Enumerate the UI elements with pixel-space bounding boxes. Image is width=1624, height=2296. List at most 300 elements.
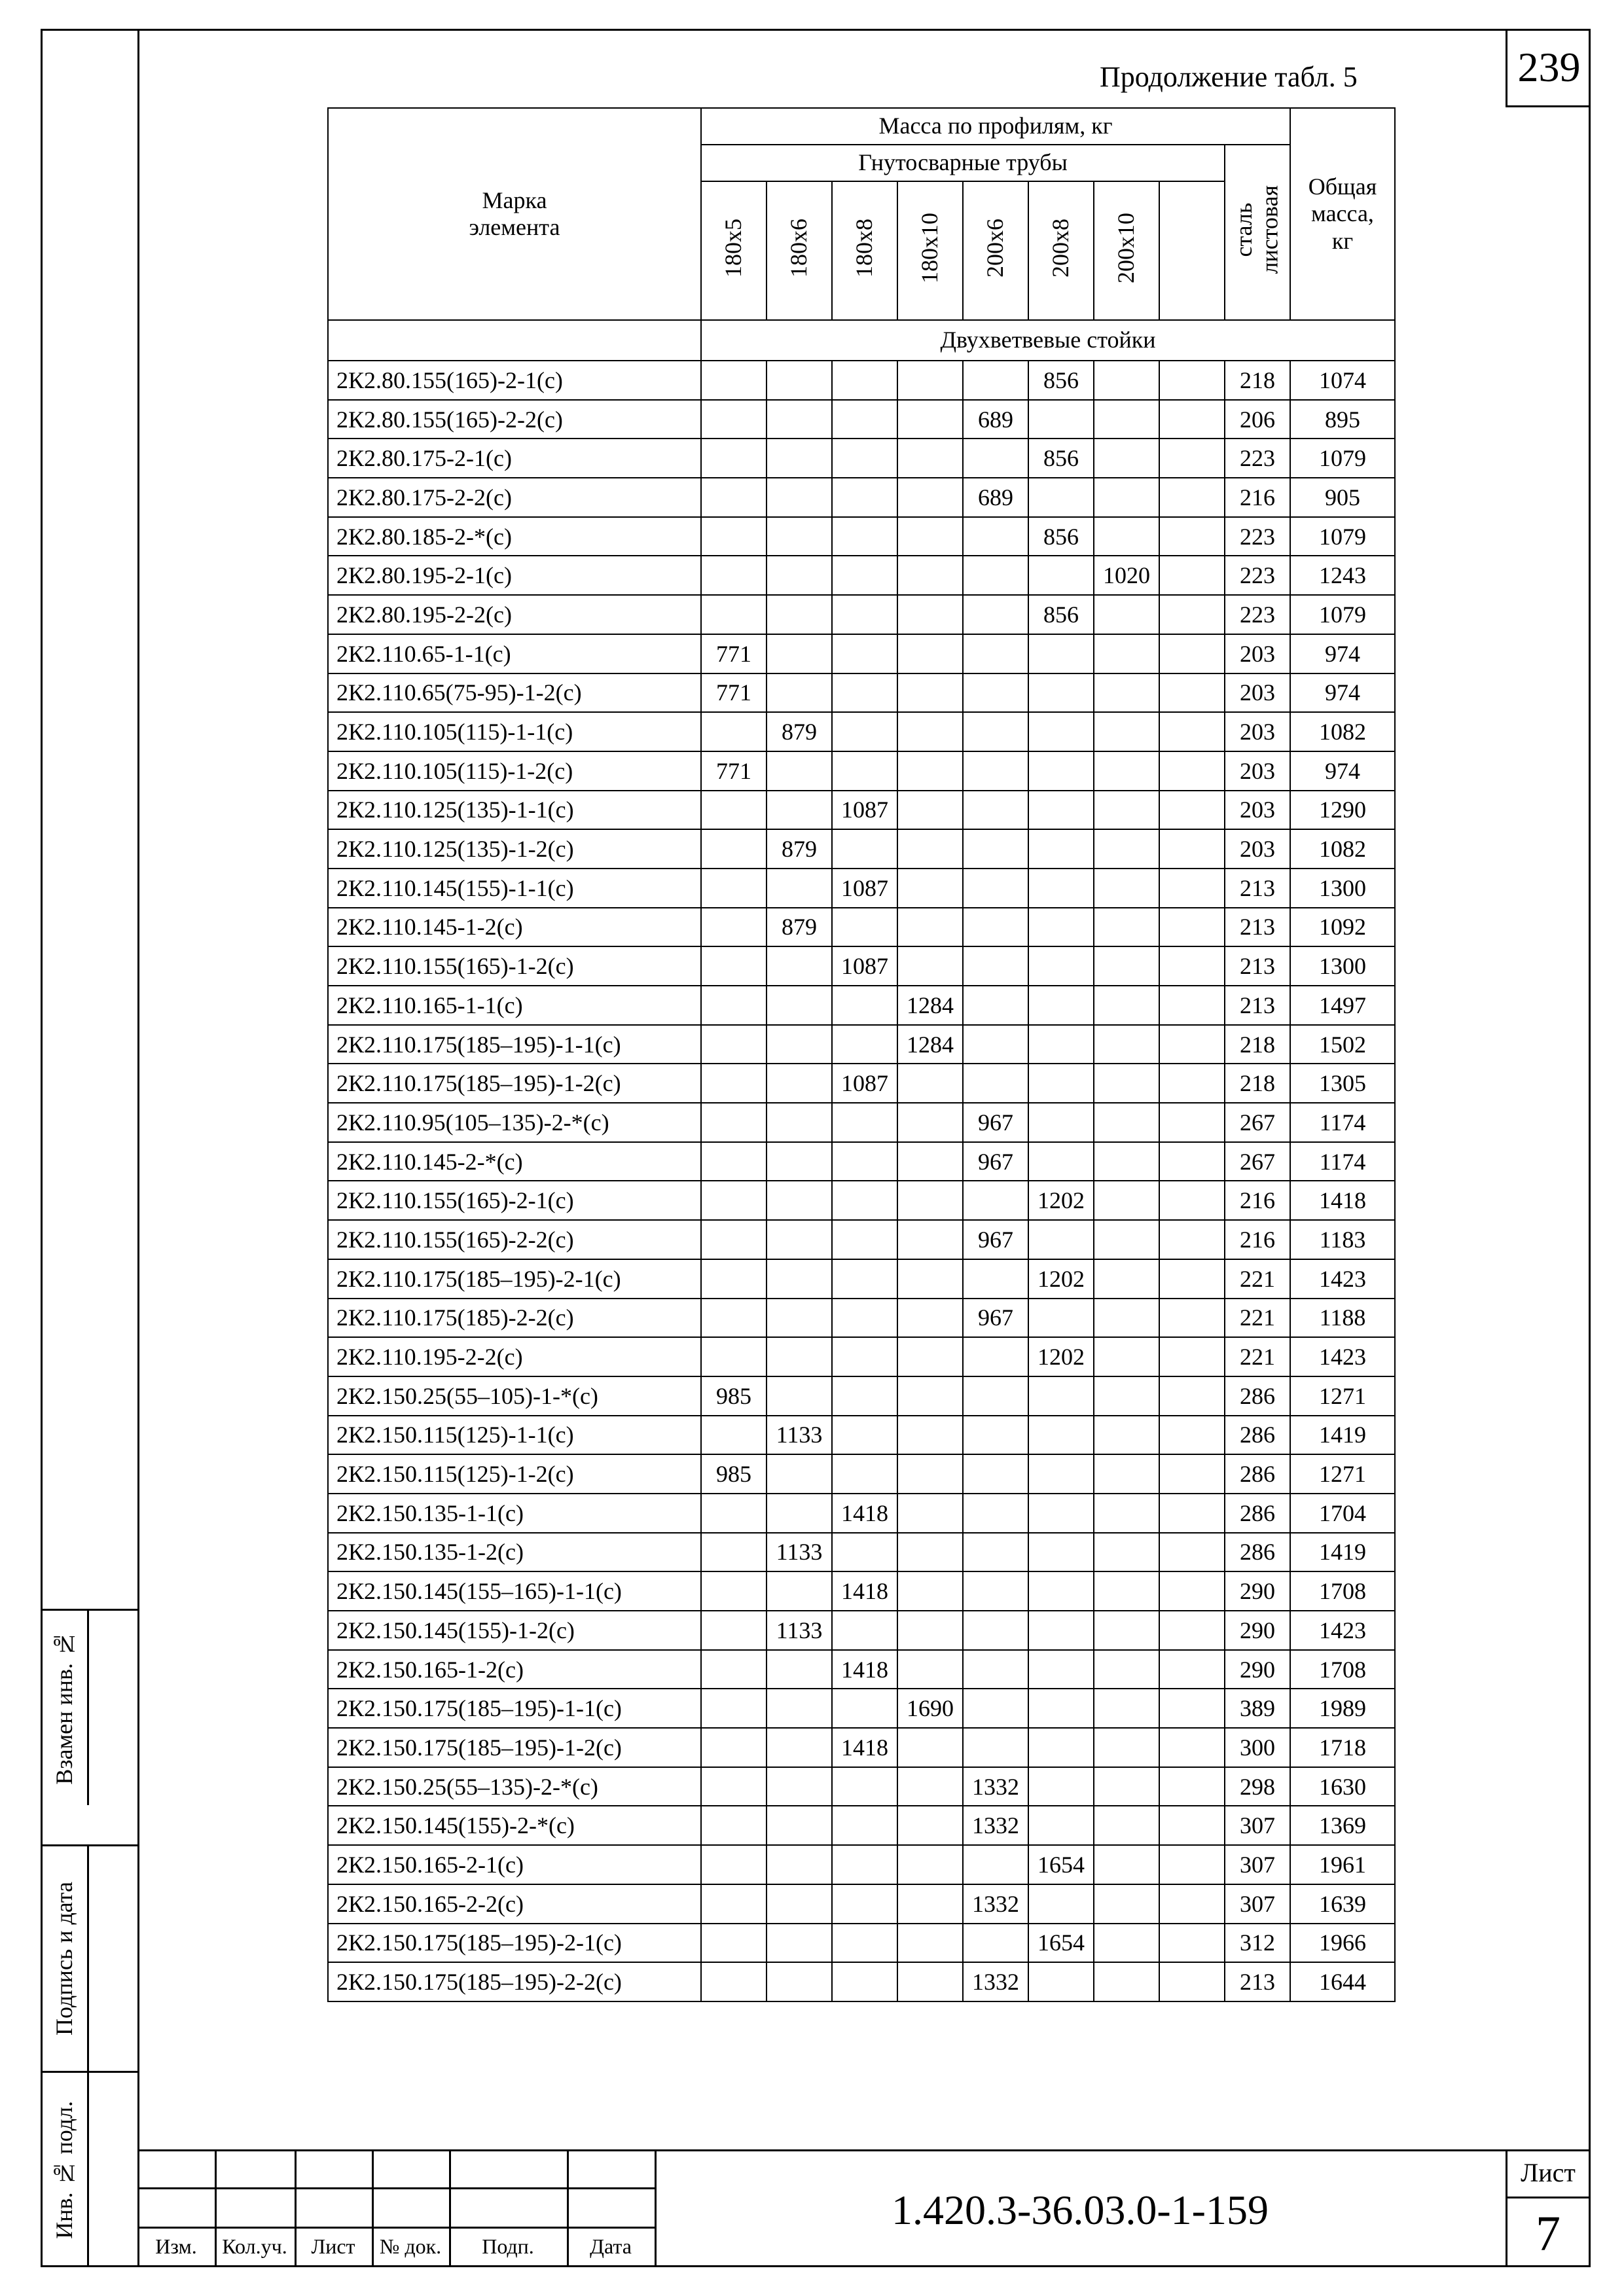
profile-mass-cell: [1159, 1611, 1225, 1650]
profile-mass-cell: [832, 361, 897, 400]
sheet-steel-mass: 221: [1225, 1337, 1290, 1376]
profile-mass-cell: [832, 1845, 897, 1884]
profile-mass-cell: [1028, 400, 1094, 439]
profile-mass-cell: [701, 1884, 767, 1924]
profile-mass-cell: [897, 1611, 963, 1650]
profile-mass-cell: [897, 1533, 963, 1572]
profile-mass-cell: [963, 1924, 1028, 1963]
profile-mass-cell: [1094, 1416, 1159, 1455]
profile-mass-cell: [897, 1454, 963, 1494]
element-mark: 2К2.150.115(125)-1-1(с): [328, 1416, 701, 1455]
table-row: [328, 556, 1395, 595]
profile-mass-cell: [1159, 1142, 1225, 1181]
profile-mass-cell: [832, 1299, 897, 1338]
profile-mass-cell: [701, 986, 767, 1025]
profile-mass-cell: [1028, 1767, 1094, 1806]
profile-mass-cell: [701, 908, 767, 947]
table-row: [328, 400, 1395, 439]
profile-mass-cell: [1159, 1689, 1225, 1728]
element-mark: 2К2.80.155(165)-2-2(с): [328, 400, 701, 439]
profile-mass-cell: [897, 595, 963, 634]
profile-mass-cell: [767, 478, 832, 517]
profile-mass-cell: [897, 1924, 963, 1963]
profile-mass-cell: [897, 1650, 963, 1689]
profile-mass-cell: [897, 1376, 963, 1416]
element-mark: 2К2.150.145(155)-1-2(с): [328, 1611, 701, 1650]
profile-mass-cell: [1094, 712, 1159, 751]
profile-mass-cell: [1094, 1299, 1159, 1338]
element-mark: 2К2.110.155(165)-1-2(с): [328, 946, 701, 986]
total-mass: 1300: [1290, 946, 1395, 986]
profile-mass-cell: [701, 1494, 767, 1533]
title-block-col-label: Подп.: [482, 2234, 534, 2258]
profile-mass-cell: [1028, 478, 1094, 517]
profile-mass-cell: [1159, 908, 1225, 947]
element-mark: 2К2.110.105(115)-1-1(с): [328, 712, 701, 751]
total-mass: 1290: [1290, 791, 1395, 830]
header-profile-3: [897, 181, 963, 320]
table-row: [328, 1884, 1395, 1924]
table-row: [328, 908, 1395, 947]
table-row: [328, 595, 1395, 634]
mass-table: [327, 107, 1396, 2002]
profile-mass-cell: [963, 829, 1028, 869]
table-row: [328, 1142, 1395, 1181]
profile-mass-cell: [897, 1845, 963, 1884]
table-row: [328, 1181, 1395, 1220]
table-row: [328, 634, 1395, 673]
element-mark: 2К2.150.135-1-1(с): [328, 1494, 701, 1533]
profile-mass-cell: [1159, 1181, 1225, 1220]
profile-mass-cell: [701, 1806, 767, 1845]
profile-mass-cell: [1159, 478, 1225, 517]
profile-mass-cell: [1028, 1650, 1094, 1689]
profile-mass-cell: [701, 1924, 767, 1963]
profile-mass-cell: 771: [701, 751, 767, 791]
sheet-steel-mass: 389: [1225, 1689, 1290, 1728]
element-mark: 2К2.150.135-1-2(с): [328, 1533, 701, 1572]
total-mass: 1718: [1290, 1728, 1395, 1767]
table-row: [328, 1767, 1395, 1806]
profile-mass-cell: [767, 1689, 832, 1728]
total-mass: 1708: [1290, 1571, 1395, 1611]
profile-mass-cell: [701, 829, 767, 869]
profile-mass-cell: [767, 673, 832, 713]
profile-mass-cell: 879: [767, 908, 832, 947]
element-mark: 2К2.150.175(185–195)-2-1(с): [328, 1924, 701, 1963]
profile-mass-cell: [963, 986, 1028, 1025]
profile-mass-cell: [1159, 1884, 1225, 1924]
profile-mass-cell: [897, 634, 963, 673]
element-mark: 2К2.150.175(185–195)-1-2(с): [328, 1728, 701, 1767]
total-mass: 1183: [1290, 1220, 1395, 1259]
profile-mass-cell: [963, 751, 1028, 791]
profile-mass-cell: [832, 595, 897, 634]
table-row: [328, 1376, 1395, 1416]
profile-mass-cell: [1028, 712, 1094, 751]
sheet-steel-mass: 286: [1225, 1494, 1290, 1533]
total-mass: 1497: [1290, 986, 1395, 1025]
replaced-inv-label: Взамен инв. №: [50, 1631, 77, 1785]
total-mass: 1423: [1290, 1337, 1395, 1376]
sheet-steel-mass: 312: [1225, 1924, 1290, 1963]
profile-mass-cell: [701, 1220, 767, 1259]
profile-mass-cell: 1418: [832, 1728, 897, 1767]
profile-mass-cell: [701, 517, 767, 556]
profile-mass-cell: [701, 1416, 767, 1455]
element-mark: 2К2.150.175(185–195)-2-2(с): [328, 1962, 701, 2001]
element-mark: 2К2.110.155(165)-2-1(с): [328, 1181, 701, 1220]
profile-mass-cell: [1028, 1611, 1094, 1650]
total-mass: 1502: [1290, 1025, 1395, 1064]
table-row: [328, 1571, 1395, 1611]
total-mass: 1082: [1290, 829, 1395, 869]
profile-mass-cell: [701, 1259, 767, 1299]
total-mass: 1188: [1290, 1299, 1395, 1338]
profile-mass-cell: 856: [1028, 517, 1094, 556]
profile-mass-cell: [897, 869, 963, 908]
sheet-steel-mass: 203: [1225, 829, 1290, 869]
profile-mass-cell: [1028, 1884, 1094, 1924]
profile-mass-cell: [701, 478, 767, 517]
profile-mass-cell: [1159, 829, 1225, 869]
profile-mass-cell: [767, 1376, 832, 1416]
profile-mass-cell: [767, 1845, 832, 1884]
element-mark: 2К2.110.175(185–195)-1-2(с): [328, 1064, 701, 1103]
element-mark: 2К2.110.65-1-1(с): [328, 634, 701, 673]
element-mark: 2К2.80.155(165)-2-1(с): [328, 361, 701, 400]
profile-mass-cell: [767, 1884, 832, 1924]
profile-mass-cell: [832, 1962, 897, 2001]
profile-mass-cell: [1028, 1962, 1094, 2001]
sheet-label: Лист: [1521, 2158, 1576, 2187]
element-mark: 2К2.110.125(135)-1-1(с): [328, 791, 701, 830]
profile-mass-cell: [832, 908, 897, 947]
sheet-steel-mass: 203: [1225, 634, 1290, 673]
profile-mass-cell: [897, 791, 963, 830]
profile-mass-cell: [767, 1337, 832, 1376]
sheet-steel-mass: 216: [1225, 478, 1290, 517]
profile-mass-cell: [963, 1845, 1028, 1884]
profile-mass-cell: [963, 946, 1028, 986]
profile-mass-cell: 1087: [832, 1064, 897, 1103]
sheet-steel-mass: 290: [1225, 1650, 1290, 1689]
profile-mass-cell: 1654: [1028, 1924, 1094, 1963]
header-profile-label: 200x6: [982, 218, 1009, 278]
profile-mass-cell: [701, 1962, 767, 2001]
element-mark: 2К2.150.115(125)-1-2(с): [328, 1454, 701, 1494]
profile-mass-cell: [832, 1454, 897, 1494]
element-mark: 2К2.150.25(55–135)-2-*(с): [328, 1767, 701, 1806]
profile-mass-cell: [1094, 1454, 1159, 1494]
profile-mass-cell: [701, 1181, 767, 1220]
element-mark: 2К2.110.165-1-1(с): [328, 986, 701, 1025]
profile-mass-cell: [1094, 1689, 1159, 1728]
table-row: [328, 361, 1395, 400]
sheet-steel-mass: 218: [1225, 1064, 1290, 1103]
profile-mass-cell: [963, 1416, 1028, 1455]
profile-mass-cell: [701, 361, 767, 400]
profile-mass-cell: [1028, 791, 1094, 830]
profile-mass-cell: 1202: [1028, 1259, 1094, 1299]
element-mark: 2К2.110.155(165)-2-2(с): [328, 1220, 701, 1259]
profile-mass-cell: [897, 361, 963, 400]
profile-mass-cell: [1159, 517, 1225, 556]
profile-mass-cell: [701, 1845, 767, 1884]
profile-mass-cell: [1094, 1337, 1159, 1376]
header-profile-4: [963, 181, 1028, 320]
profile-mass-cell: [963, 1376, 1028, 1416]
sheet-steel-mass: 216: [1225, 1220, 1290, 1259]
profile-mass-cell: [963, 634, 1028, 673]
profile-mass-cell: [1094, 361, 1159, 400]
sheet-steel-mass: 213: [1225, 869, 1290, 908]
profile-mass-cell: [767, 869, 832, 908]
element-mark: 2К2.110.95(105–135)-2-*(с): [328, 1103, 701, 1142]
profile-mass-cell: [963, 361, 1028, 400]
profile-mass-cell: [1159, 1103, 1225, 1142]
total-mass: 1271: [1290, 1376, 1395, 1416]
profile-mass-cell: [1028, 829, 1094, 869]
profile-mass-cell: [1028, 1103, 1094, 1142]
element-mark: 2К2.110.145(155)-1-1(с): [328, 869, 701, 908]
profile-mass-cell: 1087: [832, 946, 897, 986]
profile-mass-cell: [767, 1299, 832, 1338]
profile-mass-cell: [897, 517, 963, 556]
profile-mass-cell: [701, 1299, 767, 1338]
profile-mass-cell: [1159, 634, 1225, 673]
profile-mass-cell: [1159, 1845, 1225, 1884]
profile-mass-cell: [1159, 1533, 1225, 1572]
profile-mass-cell: [767, 1924, 832, 1963]
profile-mass-cell: [1159, 1064, 1225, 1103]
profile-mass-cell: [1159, 361, 1225, 400]
profile-mass-cell: [767, 556, 832, 595]
profile-mass-cell: [1094, 869, 1159, 908]
sheet-steel-mass: 216: [1225, 1181, 1290, 1220]
table-row: [328, 1454, 1395, 1494]
profile-mass-cell: 967: [963, 1220, 1028, 1259]
profile-mass-cell: [1159, 751, 1225, 791]
profile-mass-cell: [1094, 1025, 1159, 1064]
sheet-steel-mass: 267: [1225, 1142, 1290, 1181]
sheet-steel-mass: 267: [1225, 1103, 1290, 1142]
profile-mass-cell: [897, 556, 963, 595]
profile-mass-cell: 856: [1028, 439, 1094, 478]
profile-mass-cell: [1159, 1299, 1225, 1338]
profile-mass-cell: [963, 1025, 1028, 1064]
profile-mass-cell: [832, 1767, 897, 1806]
profile-mass-cell: 1202: [1028, 1337, 1094, 1376]
total-mass: 1639: [1290, 1884, 1395, 1924]
profile-mass-cell: [1028, 908, 1094, 947]
profile-mass-cell: [1094, 946, 1159, 986]
inv-no-label: Инв. № подл.: [50, 2101, 77, 2239]
profile-mass-cell: 856: [1028, 595, 1094, 634]
element-mark: 2К2.150.165-2-1(с): [328, 1845, 701, 1884]
profile-mass-cell: [1094, 829, 1159, 869]
profile-mass-cell: [701, 1533, 767, 1572]
profile-mass-cell: [832, 1103, 897, 1142]
sheet-steel-mass: 286: [1225, 1376, 1290, 1416]
profile-mass-cell: [832, 556, 897, 595]
profile-mass-cell: [832, 1181, 897, 1220]
total-mass: 1704: [1290, 1494, 1395, 1533]
profile-mass-cell: [1159, 673, 1225, 713]
profile-mass-cell: [1028, 1689, 1094, 1728]
profile-mass-cell: [832, 751, 897, 791]
profile-mass-cell: [1159, 869, 1225, 908]
profile-mass-cell: [963, 908, 1028, 947]
total-mass: 974: [1290, 634, 1395, 673]
total-mass: 1079: [1290, 439, 1395, 478]
profile-mass-cell: 879: [767, 712, 832, 751]
sheet-steel-mass: 203: [1225, 751, 1290, 791]
profile-mass-cell: [701, 1689, 767, 1728]
header-profile-label: 200x10: [1113, 212, 1140, 283]
profile-mass-cell: [897, 1299, 963, 1338]
profile-mass-cell: [767, 1962, 832, 2001]
profile-mass-cell: [963, 556, 1028, 595]
element-mark: 2К2.150.175(185–195)-1-1(с): [328, 1689, 701, 1728]
profile-mass-cell: [897, 1728, 963, 1767]
total-mass: 1423: [1290, 1259, 1395, 1299]
profile-mass-cell: [1094, 1924, 1159, 1963]
profile-mass-cell: [897, 673, 963, 713]
profile-mass-cell: [897, 1962, 963, 2001]
header-mark: [328, 108, 701, 320]
profile-mass-cell: 967: [963, 1103, 1028, 1142]
total-mass: 1419: [1290, 1533, 1395, 1572]
profile-mass-cell: [767, 1025, 832, 1064]
profile-mass-cell: [1094, 1571, 1159, 1611]
sheet-steel-mass: 218: [1225, 361, 1290, 400]
sheet-steel-mass: 300: [1225, 1728, 1290, 1767]
profile-mass-cell: [832, 1611, 897, 1650]
profile-mass-cell: [1094, 908, 1159, 947]
profile-mass-cell: [832, 1220, 897, 1259]
profile-mass-cell: 879: [767, 829, 832, 869]
profile-mass-cell: [767, 439, 832, 478]
sheet-number: 7: [1536, 2206, 1561, 2261]
table-row: [328, 1728, 1395, 1767]
element-mark: 2К2.80.195-2-1(с): [328, 556, 701, 595]
sheet-steel-mass: 203: [1225, 673, 1290, 713]
section-title: Двухветвевые стойки: [701, 320, 1395, 361]
sheet-steel-mass: 223: [1225, 517, 1290, 556]
total-mass: 1243: [1290, 556, 1395, 595]
profile-mass-cell: [1094, 400, 1159, 439]
profile-mass-cell: [963, 595, 1028, 634]
profile-mass-cell: [1094, 986, 1159, 1025]
profile-mass-cell: [1094, 439, 1159, 478]
profile-mass-cell: [1094, 1845, 1159, 1884]
profile-mass-cell: [701, 1728, 767, 1767]
table-row: [328, 1845, 1395, 1884]
element-mark: 2К2.80.195-2-2(с): [328, 595, 701, 634]
element-mark: 2К2.80.175-2-1(с): [328, 439, 701, 478]
profile-mass-cell: [1159, 1728, 1225, 1767]
header-bent-welded-pipes: Гнутосварные трубы: [701, 145, 1225, 181]
profile-mass-cell: [1159, 1806, 1225, 1845]
profile-mass-cell: [963, 712, 1028, 751]
total-mass: 1174: [1290, 1103, 1395, 1142]
profile-mass-cell: [1028, 1025, 1094, 1064]
element-mark: 2К2.110.195-2-2(с): [328, 1337, 701, 1376]
document-code: 1.420.3-36.03.0-1-159: [892, 2187, 1269, 2233]
sheet-steel-mass: 307: [1225, 1845, 1290, 1884]
sheet-steel-mass: 203: [1225, 791, 1290, 830]
section-empty-cell: [328, 320, 701, 361]
table-continuation-caption: Продолжение табл. 5: [1100, 61, 1358, 93]
sheet-steel-mass: 286: [1225, 1533, 1290, 1572]
profile-mass-cell: [1094, 1494, 1159, 1533]
profile-mass-cell: 689: [963, 400, 1028, 439]
table-row: [328, 829, 1395, 869]
profile-mass-cell: [767, 986, 832, 1025]
profile-mass-cell: [897, 946, 963, 986]
profile-mass-cell: 1654: [1028, 1845, 1094, 1884]
profile-mass-cell: [897, 1259, 963, 1299]
profile-mass-cell: [1028, 1494, 1094, 1533]
profile-mass-cell: [1159, 1962, 1225, 2001]
profile-mass-cell: [1094, 1142, 1159, 1181]
header-sheet-steel: [1225, 145, 1290, 320]
profile-mass-cell: [1094, 1259, 1159, 1299]
profile-mass-cell: 985: [701, 1454, 767, 1494]
sheet-steel-mass: 307: [1225, 1884, 1290, 1924]
header-sheet-steel-text: сталь листовая: [1231, 185, 1283, 274]
profile-mass-cell: [1159, 1416, 1225, 1455]
profile-mass-cell: [897, 478, 963, 517]
profile-mass-cell: [1159, 1494, 1225, 1533]
profile-mass-cell: [767, 751, 832, 791]
profile-mass-cell: [701, 946, 767, 986]
profile-mass-cell: [767, 1103, 832, 1142]
header-total-mass: [1290, 108, 1395, 320]
profile-mass-cell: [767, 1806, 832, 1845]
sheet-steel-mass: 206: [1225, 400, 1290, 439]
profile-mass-cell: 967: [963, 1299, 1028, 1338]
profile-mass-cell: [963, 1181, 1028, 1220]
total-mass: 1630: [1290, 1767, 1395, 1806]
header-profile-label: 180x6: [785, 218, 812, 278]
profile-mass-cell: [1094, 1767, 1159, 1806]
profile-mass-cell: 1202: [1028, 1181, 1094, 1220]
profile-mass-cell: [963, 673, 1028, 713]
profile-mass-cell: [701, 791, 767, 830]
table-row: [328, 869, 1395, 908]
table-row: [328, 1025, 1395, 1064]
profile-mass-cell: [963, 1494, 1028, 1533]
table-row: [328, 1494, 1395, 1533]
profile-mass-cell: [1159, 439, 1225, 478]
profile-mass-cell: [897, 1884, 963, 1924]
total-mass: 1644: [1290, 1962, 1395, 2001]
profile-mass-cell: [897, 712, 963, 751]
profile-mass-cell: 1284: [897, 986, 963, 1025]
profile-mass-cell: [832, 517, 897, 556]
table-row: [328, 712, 1395, 751]
profile-mass-cell: [963, 1689, 1028, 1728]
page-number: 239: [1506, 29, 1591, 107]
profile-mass-cell: [1159, 946, 1225, 986]
profile-mass-cell: [1028, 1728, 1094, 1767]
profile-mass-cell: [767, 517, 832, 556]
profile-mass-cell: [701, 1337, 767, 1376]
profile-mass-cell: 1418: [832, 1494, 897, 1533]
profile-mass-cell: [767, 1728, 832, 1767]
